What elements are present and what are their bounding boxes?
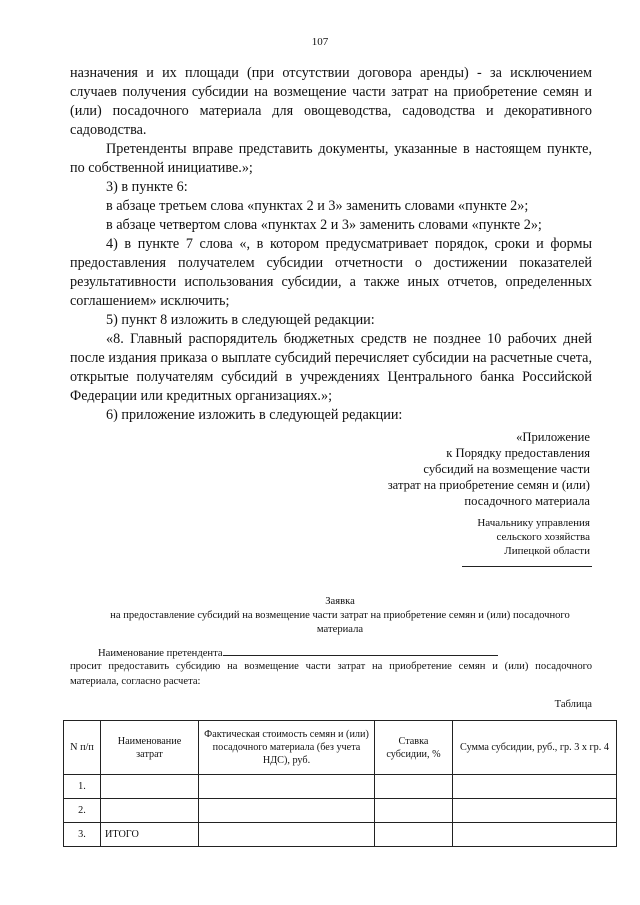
cell-total-label: ИТОГО xyxy=(101,823,199,847)
header-rate: Ставка субсидии, % xyxy=(375,721,453,775)
application-subtitle: на предоставление субсидий на возмещение части затрат на приобретение семян и (или) посадочного материала xyxy=(110,610,570,635)
appendix-line: затрат на приобретение семян и (или) xyxy=(387,478,590,492)
paragraph: 5) пункт 8 изложить в следующей редакции: xyxy=(106,312,375,328)
addressee-block xyxy=(390,516,590,558)
header-subsidy-sum: Сумма субсидии, руб., гр. 3 х гр. 4 xyxy=(453,721,617,775)
paragraph: в абзаце третьем слова «пунктах 2 и 3» заменить словами «пункте 2»; xyxy=(106,198,529,214)
table-row xyxy=(64,799,617,823)
page-number: 107 xyxy=(311,36,329,48)
paragraph: 6) приложение изложить в следующей редакции: xyxy=(106,407,403,423)
appendix-line: посадочного материала xyxy=(464,494,590,508)
request-text: просит предоставить субсидию на возмещение части затрат на приобретение семян и (или) посадочного материала, согласно расчета: xyxy=(70,661,592,687)
header-actual-cost: Фактическая стоимость семян и (или) посадочного материала (без учета НДС), руб. xyxy=(199,721,375,775)
row-number: 1. xyxy=(64,775,101,799)
application-title: Заявка xyxy=(325,596,355,607)
cell-rate[interactable] xyxy=(375,775,453,799)
cell-actual-cost[interactable] xyxy=(199,823,375,847)
table-header-row xyxy=(64,721,617,775)
table-row xyxy=(64,775,617,799)
addressee-line: сельского хозяйства xyxy=(496,531,590,543)
applicant-name-field[interactable] xyxy=(223,645,498,656)
header-number: N п/п xyxy=(64,721,101,775)
cell-subsidy-sum[interactable] xyxy=(453,823,617,847)
paragraph: в абзаце четвертом слова «пунктах 2 и 3» заменить словами «пункте 2»; xyxy=(106,217,542,233)
appendix-line: «Приложение xyxy=(516,430,590,444)
addressee-line: Липецкой области xyxy=(504,545,590,557)
paragraph: 4) в пункте 7 слова «, в котором предусматривает порядок, сроки и формы предоставления получателем субсидии отчетности о достижении показателей результативности использования субсидии, а также иных отчетов, определенных соглашением» исключить; xyxy=(70,236,592,309)
cell-actual-cost[interactable] xyxy=(199,775,375,799)
table-label: Таблица xyxy=(554,699,592,710)
paragraph: назначения и их площади (при отсутствии договора аренды) - за исключением случаев получения субсидии на возмещение части затрат на приобретение семян и (или) посадочного материала для овощеводства, садоводства и декоративного садоводства. xyxy=(70,65,592,138)
addressee-line: Начальнику управления xyxy=(477,517,590,529)
cell-actual-cost[interactable] xyxy=(199,799,375,823)
row-number: 3. xyxy=(64,823,101,847)
table-total-row xyxy=(64,823,617,847)
header-cost-name: Наименование затрат xyxy=(101,721,199,775)
body-text xyxy=(70,64,592,425)
cell-subsidy-sum[interactable] xyxy=(453,775,617,799)
cell-rate[interactable] xyxy=(375,823,453,847)
cell-cost-name[interactable] xyxy=(101,775,199,799)
appendix-line: субсидий на возмещение части xyxy=(423,462,590,476)
applicant-label: Наименование претендента xyxy=(98,648,223,659)
row-number: 2. xyxy=(64,799,101,823)
paragraph: «8. Главный распорядитель бюджетных средств не позднее 10 рабочих дней после издания приказа о выплате субсидий перечисляет субсидии на расчетные счета, открытые получателям субсидий в учреждениях Центрального банка Российской Федерации или кредитных организациях.»; xyxy=(70,331,592,404)
cell-cost-name[interactable] xyxy=(101,799,199,823)
subsidy-table xyxy=(63,720,617,847)
paragraph: 3) в пункте 6: xyxy=(106,179,188,195)
appendix-block xyxy=(290,429,590,509)
application-heading xyxy=(90,595,590,637)
cell-subsidy-sum[interactable] xyxy=(453,799,617,823)
cell-rate[interactable] xyxy=(375,799,453,823)
signature-line xyxy=(462,566,592,567)
paragraph: Претенденты вправе представить документы, указанные в настоящем пункте, по собственной инициативе.»; xyxy=(70,141,592,176)
appendix-line: к Порядку предоставления xyxy=(446,446,590,460)
